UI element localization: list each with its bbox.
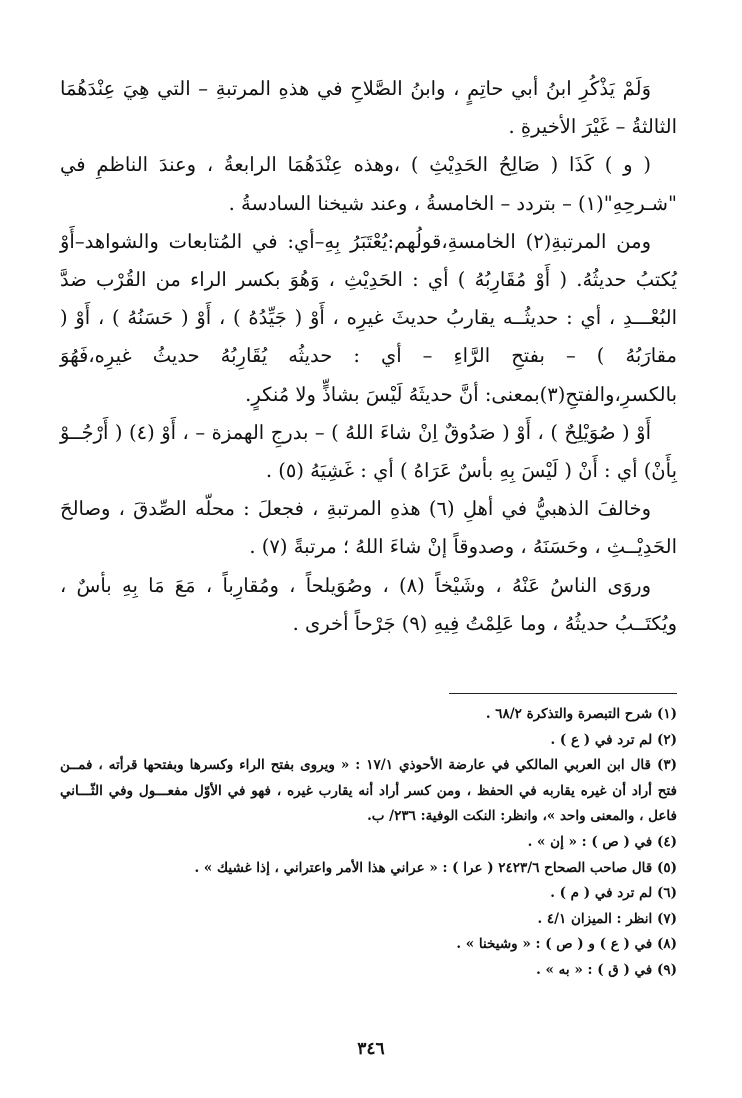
paragraph: ومن المرتبةِ(٢) الخامسةِ،قولُهم:يُعْتَبَرُ بِهِ–أي: في المُتابعات والشواهد–أَوْ يُكتبُ حديثُهُ. ( أَوْ مُقَارِبُهُ ) أي : الحَدِيْثِ ، وَهُوَ بكسر الراء من القُرْب ضدَّ البُعْـــدِ ، أي : حديثُــه يقاربُ حديثَ غيرِه ، أَوْ ( جَيِّدُهُ ) ، أَوْ ( حَسَنُهُ ) ، أَوْ ( مقارَبُهُ ) – بفتحِ الرَّاءِ – أي : حديثُه يُقَارِبُهُ حديثُ غيرِه،فَهُوَ بالكسرِ،والفتحِ(٣)بمعنى: أنَّ حديثَهُ لَيْسَ بشاذٍّ ولا مُنكرٍ. bbox=[60, 229, 677, 406]
footnote: (٦) لم ترد في ( م ) . bbox=[550, 885, 677, 902]
footnotes bbox=[60, 702, 677, 984]
footnote: (٥) قال صاحب الصحاح ٢٤٢٣/٦ ( عرا ) : « عراني هذا الأمر واعتراني ، إذا غشيك » . bbox=[194, 859, 677, 876]
page-number: ٣٤٦ bbox=[357, 1039, 385, 1059]
paragraph: أَوْ ( صُوَيْلِحٌ ) ، أَوْ ( صَدُوقٌ اِنْ شاءَ اللهُ ) – بدرجِ الهمزة – ، أَوْ (٤) ( أَرْجُــوْ بِأَنْ) أي : أَنْ ( لَيْسَ بِهِ بأسٌ عَرَاهُ ) أي : غَشِيَهُ (٥) . bbox=[60, 420, 677, 483]
footnote-divider bbox=[449, 693, 677, 694]
paragraph: وروَى الناسُ عَنْهُ ، وشَيْخاً (٨) ، وصُوَيلحاً ، ومُقارِباً ، مَعَ مَا بِهِ بأسٌ ، ويُكتَــبُ حديثُهُ ، وما عَلِمْتُ فِيهِ (٩) جَرْحاً أخرى . bbox=[60, 573, 677, 635]
footnote: (٨) في ( ع ) و ( ص ) : « وشيخنا » . bbox=[456, 936, 677, 953]
footnote: (٩) في ( ق ) : « به » . bbox=[536, 961, 677, 978]
footnote: (٣) قال ابن العربي المالكي في عارضة الأحوذي ١٧/١ : « ويروى بفتح الراء وكسرها وبفتحها قرأته ، فمــن فتح أراد أن غيره يقاربه في الحفظ ، ومن كسر أراد أنه يقارب غيره ، فهو في الأوّل مفعـــول وفي الثّـــاني فاعل ، والمعنى واحد »، وانظر: النكت الوفية: ٢٣٦/ ب. bbox=[60, 757, 678, 825]
footnote: (٢) لم ترد في ( ع ) . bbox=[550, 731, 677, 748]
footnote: (١) شرح التبصرة والتذكرة ٦٨/٢ . bbox=[485, 706, 677, 722]
paragraph: وخالفَ الذهبيُّ في أهلِ (٦) هذهِ المرتبةِ ، فجعلَ : محلّه الصِّدقَ ، وصالحَ الحَدِيْــثِ ، وحَسَنَهُ ، وصدوقاً إنْ شاءَ اللهُ ؛ مرتبةً (٧) . bbox=[60, 497, 677, 559]
main-text bbox=[60, 70, 677, 643]
paragraph: وَلَمْ يَذْكُرِ ابنُ أبي حاتِمٍ ، وابنُ الصَّلاحِ في هذهِ المرتبةِ – التي هِيَ عِنْدَهُمَا الثالثةُ – غَيْرَ الأخيرةِ . bbox=[60, 77, 677, 139]
paragraph: ( و ) كَذَا ( صَالِحُ الحَدِيْثِ ) ،وهذه عِنْدَهُمَا الرابعةُ ، وعندَ الناظمِ في "شـرحِهِ"(١) – بتردد – الخامسةُ ، وعند شيخنا السادسةُ . bbox=[60, 153, 677, 215]
footnote: (٤) في ( ص ) : « إن » . bbox=[527, 833, 677, 850]
footnote: (٧) انظر : الميزان ٤/١ . bbox=[537, 910, 677, 927]
